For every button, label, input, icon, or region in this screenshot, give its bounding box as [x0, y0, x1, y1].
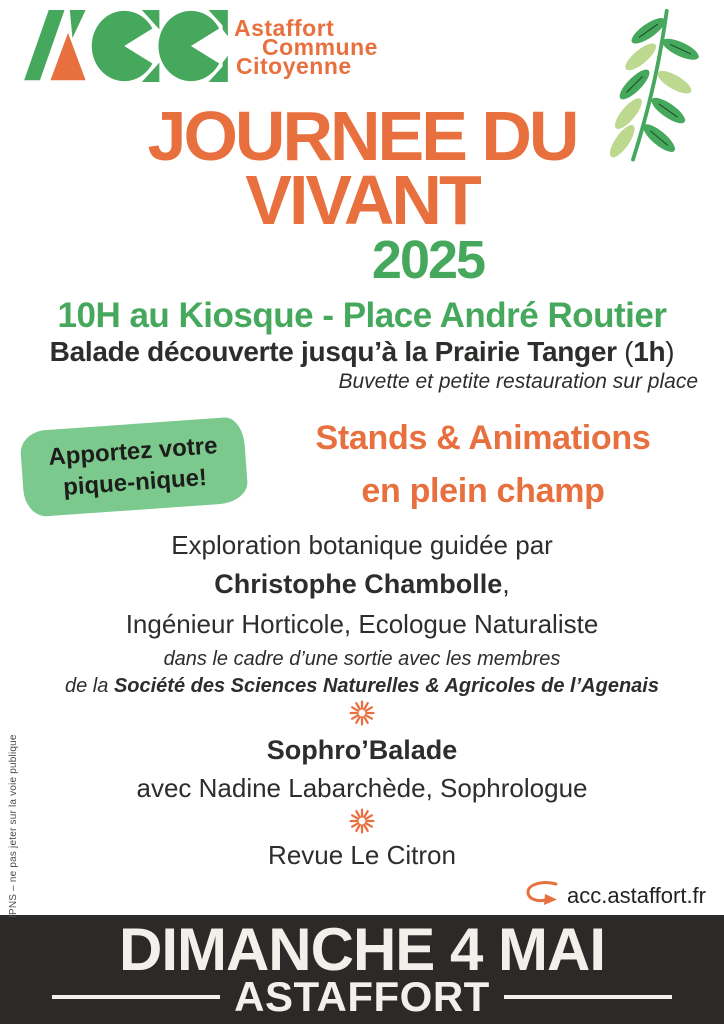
revue-line: Revue Le Citron [268, 840, 456, 870]
guide-credentials: Ingénieur Horticole, Ecologue Naturaliste [125, 609, 599, 639]
logo-line-3: Citoyenne [236, 53, 352, 79]
exploration-intro: Exploration botanique guidée par [171, 530, 553, 560]
website-url: acc.astaffort.fr [567, 883, 706, 908]
stands-line-2: en plein champ [361, 472, 605, 510]
footer-city: ASTAFFORT [234, 972, 490, 1020]
footer-banner [0, 915, 724, 1024]
logo-wordmark [234, 15, 378, 79]
guide-name: Christophe Chambolle [214, 569, 503, 599]
title-year: 2025 [371, 230, 485, 290]
stands-line-1: Stands & Animations [315, 419, 651, 457]
logo-line-2: Commune [262, 34, 378, 60]
location-line: 10H au Kiosque - Place André Routier [57, 296, 667, 335]
sophro-title: Sophro’Balade [266, 735, 458, 765]
acc-monogram-icon [24, 10, 228, 82]
context-line-1: dans le cadre d’une sortie avec les membres [163, 648, 561, 670]
walk-duration: 1h [633, 336, 666, 367]
title-line-2: VIVANT [245, 161, 479, 239]
sophro-detail: avec Nadine Labarchède, Sophrologue [136, 773, 588, 803]
logo [24, 10, 378, 82]
badge-line-1: Apportez votre [47, 432, 219, 471]
stands-heading [252, 412, 714, 518]
footer-rule-right [504, 995, 672, 999]
guide-name-comma: , [502, 569, 510, 599]
logo-line-1: Astaffort [234, 15, 335, 41]
starburst-icon [0, 700, 724, 726]
picnic-badge [19, 416, 248, 517]
curved-arrow-icon [523, 880, 561, 912]
footer-date: DIMANCHE 4 MAI [118, 915, 605, 983]
walk-text: Balade découverte jusqu’à la Prairie Tanger [49, 336, 617, 367]
starburst-icon [0, 808, 724, 834]
walk-line [0, 336, 724, 368]
title-line-1: JOURNEE DU [147, 97, 577, 175]
catering-line: Buvette et petite restauration sur place [338, 370, 698, 393]
society-name: Société des Sciences Naturelles & Agricoles de l’Agenais [113, 675, 659, 697]
guide-name-line [0, 569, 724, 600]
context-prefix: de la [65, 675, 114, 697]
footer-city-row [52, 972, 672, 1020]
badge-line-2: pique-nique! [62, 463, 208, 501]
footer-rule-left [52, 995, 220, 999]
event-title [0, 97, 724, 290]
context-line-2 [0, 675, 724, 698]
print-side-note: IPNS – ne pas jeter sur la voie publique [8, 734, 19, 918]
website-link[interactable] [523, 880, 706, 912]
walk-paren-open: ( [616, 336, 634, 367]
walk-paren-close: ) [665, 336, 675, 367]
